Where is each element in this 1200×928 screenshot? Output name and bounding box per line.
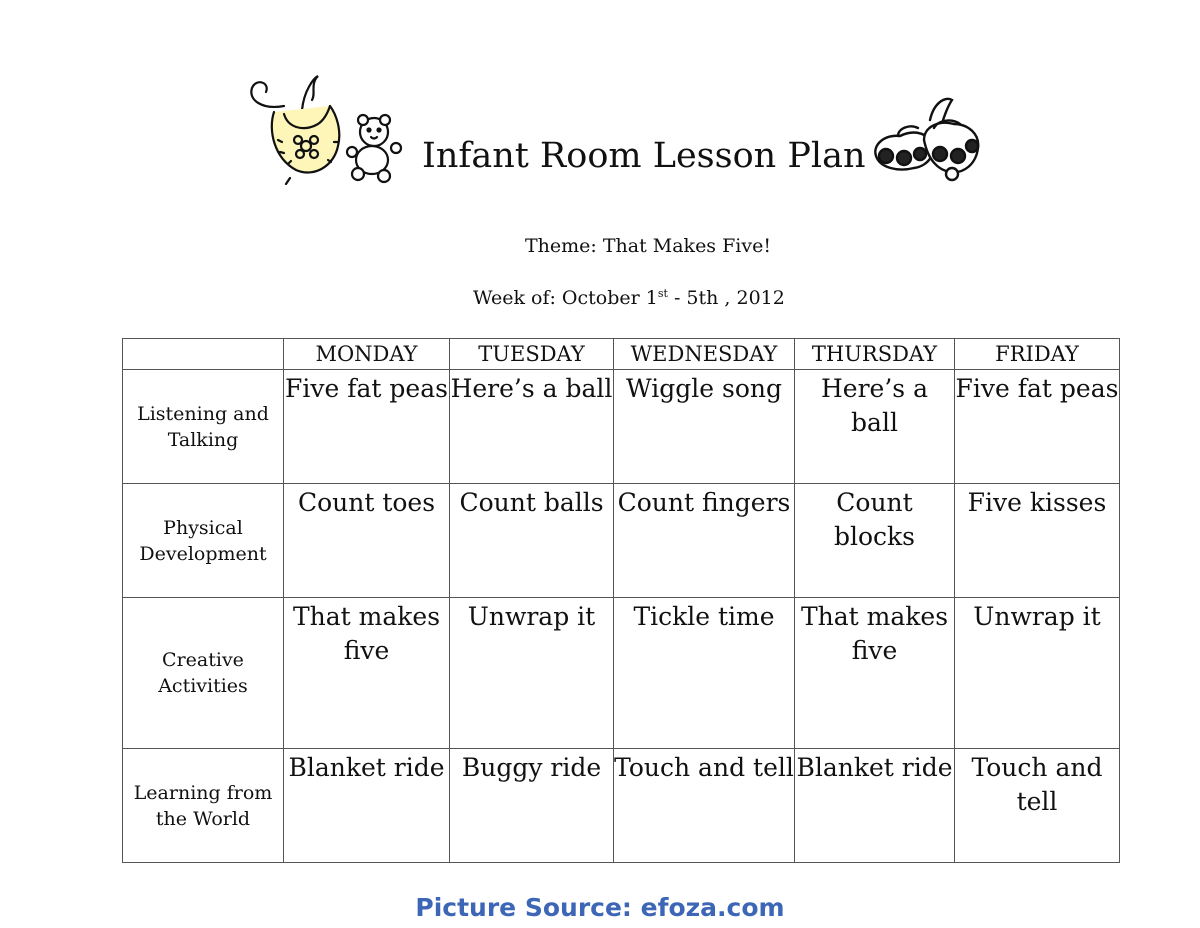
day-header-tuesday: TUESDAY — [450, 339, 614, 370]
activity-cell: Count blocks — [795, 484, 955, 598]
activity-cell: Unwrap it — [955, 598, 1120, 749]
activity-cell: That makes five — [795, 598, 955, 749]
lesson-plan-table — [122, 338, 1120, 863]
day-header-friday: FRIDAY — [955, 339, 1120, 370]
activity-cell: That makes five — [284, 598, 450, 749]
day-header-monday: MONDAY — [284, 339, 450, 370]
activity-cell: Count toes — [284, 484, 450, 598]
activity-cell: Five fat peas — [955, 370, 1120, 484]
activity-cell: Buggy ride — [450, 749, 614, 863]
activity-cell: Here’s a ball — [450, 370, 614, 484]
day-header-thursday: THURSDAY — [795, 339, 955, 370]
row-label-listening: Listening and Talking — [123, 370, 284, 484]
row-label-physical: Physical Development — [123, 484, 284, 598]
activity-cell: Blanket ride — [284, 749, 450, 863]
activity-cell: Here’s a ball — [795, 370, 955, 484]
day-header-wednesday: WEDNESDAY — [614, 339, 795, 370]
activity-cell: Touch and tell — [614, 749, 795, 863]
week-ordinal-suffix: st — [657, 287, 668, 300]
row-label-learning: Learning from the World — [123, 749, 284, 863]
activity-cell: Count fingers — [614, 484, 795, 598]
baby-shoes-icon — [868, 94, 986, 190]
picture-source-link[interactable]: Picture Source: efoza.com — [415, 893, 785, 922]
page-title: Infant Room Lesson Plan — [422, 136, 866, 176]
activity-cell: Count balls — [450, 484, 614, 598]
week-line — [473, 286, 785, 310]
activity-cell: Five fat peas — [284, 370, 450, 484]
table-row — [123, 484, 1120, 598]
row-label-creative: Creative Activities — [123, 598, 284, 749]
table-row — [123, 370, 1120, 484]
activity-cell: Five kisses — [955, 484, 1120, 598]
table-row — [123, 749, 1120, 863]
corner-cell — [123, 339, 284, 370]
table-row — [123, 598, 1120, 749]
activity-cell: Tickle time — [614, 598, 795, 749]
activity-cell: Blanket ride — [795, 749, 955, 863]
table-header-row — [123, 339, 1120, 370]
activity-cell: Unwrap it — [450, 598, 614, 749]
activity-cell: Wiggle song — [614, 370, 795, 484]
week-prefix: Week of: October 1 — [473, 287, 658, 309]
week-suffix: - 5th , 2012 — [667, 287, 785, 309]
bib-and-teddy-bear-icon — [244, 70, 404, 189]
theme-line: Theme: That Makes Five! — [525, 235, 771, 257]
activity-cell: Touch and tell — [955, 749, 1120, 863]
